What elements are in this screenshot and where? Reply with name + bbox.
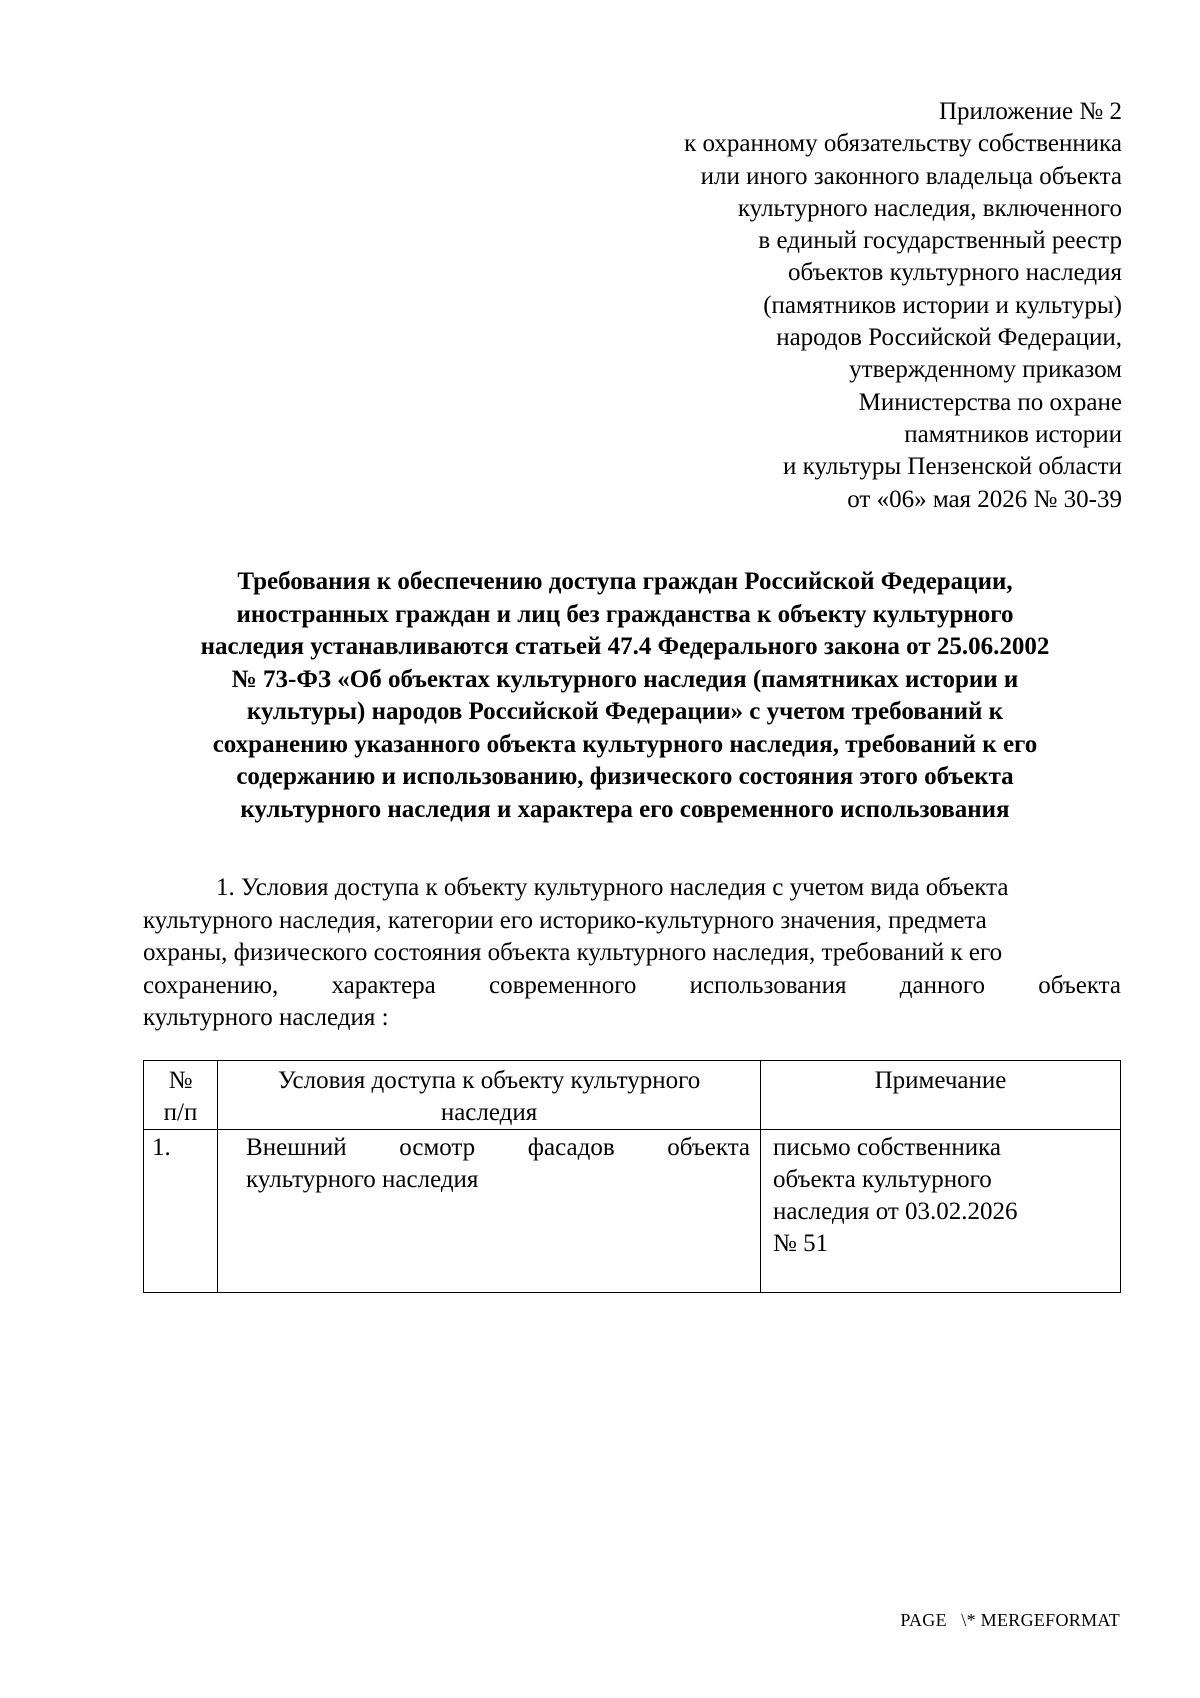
appendix-line: к охранному обязательству собственника [684, 130, 1122, 158]
appendix-line: народов Российской Федерации, [776, 324, 1122, 352]
title-line: № 73-ФЗ «Об объектах культурного наследия (памятниках истории и [231, 665, 1019, 693]
table-header-row [144, 1061, 1121, 1130]
appendix-line: памятников истории [904, 420, 1122, 448]
appendix-line: объектов культурного наследия [788, 259, 1122, 287]
paragraph-line: 1. Условия доступа к объекту культурного наследия с учетом вида объекта [216, 874, 1009, 901]
appendix-line: или иного законного владельца объекта [700, 162, 1122, 190]
title-line: культурного наследия и характера его современного использования [240, 795, 1010, 823]
row-condition-line: Внешний осмотр фасадов объекта [246, 1134, 751, 1161]
title-line: культуры) народов Российской Федерации» с учетом требований к [246, 698, 1004, 725]
appendix-line: от «06» мая 2026 № 30-39 [847, 485, 1122, 513]
appendix-line: Приложение № 2 [938, 98, 1122, 125]
row-note-cell [761, 1130, 1121, 1293]
page-footer-field: PAGE \* MERGEFORMAT [900, 1610, 1120, 1630]
appendix-line: в единый государственный реестр [758, 227, 1122, 255]
row-note-line: наследия от 03.02.2026 [773, 1198, 1018, 1225]
paragraph-line: культурного наследия : [143, 1004, 389, 1031]
row-note-line: письмо собственника [773, 1134, 1001, 1161]
paragraph-line: сохранению, характера современного использования данного объекта [143, 971, 1121, 999]
appendix-header [684, 96, 1122, 516]
row-note-line: № 51 [773, 1230, 829, 1257]
appendix-line: культурного наследия, включенного [737, 194, 1122, 222]
document-title [140, 566, 1110, 826]
header-number-symbol: № [168, 1067, 193, 1094]
appendix-line: утвержденному приказом [849, 356, 1122, 384]
header-note-label: Примечание [874, 1067, 1007, 1094]
appendix-line: (памятников истории и культуры) [763, 291, 1122, 319]
header-condition-cell [218, 1061, 761, 1130]
appendix-line: и культуры Пензенской области [783, 453, 1122, 481]
title-line: сохранению указанного объекта культурного наследия, требований к его [212, 730, 1038, 758]
header-condition-line: наследия [440, 1099, 538, 1126]
title-line: Требования к обеспечению доступа граждан Российской Федерации, [237, 568, 1013, 595]
header-note-cell [761, 1061, 1121, 1130]
paragraph-line: охраны, физического состояния объекта культурного наследия, требований к его [143, 939, 1003, 966]
body-paragraph [143, 872, 1121, 1035]
title-line: содержанию и использованию, физического состояния этого объекта [236, 763, 1014, 790]
header-number-label: п/п [163, 1099, 198, 1126]
access-conditions-table [143, 1060, 1121, 1293]
row-condition-line: культурного наследия [246, 1166, 479, 1193]
header-number-cell [144, 1061, 218, 1130]
table-row [144, 1130, 1121, 1293]
row-number: 1. [152, 1134, 171, 1161]
title-line: иностранных граждан и лиц без гражданства к объекту культурного [236, 600, 1014, 628]
title-line: наследия устанавливаются статьей 47.4 Федерального закона от 25.06.2002 [200, 633, 1050, 660]
paragraph-line: культурного наследия, категории его историко-культурного значения, предмета [143, 906, 987, 934]
appendix-line: Министерства по охране [858, 388, 1122, 416]
header-condition-line: Условия доступа к объекту культурного [277, 1067, 701, 1094]
row-note-line: объекта культурного [773, 1166, 992, 1193]
row-condition-cell [218, 1130, 761, 1293]
row-number-cell [144, 1130, 218, 1293]
